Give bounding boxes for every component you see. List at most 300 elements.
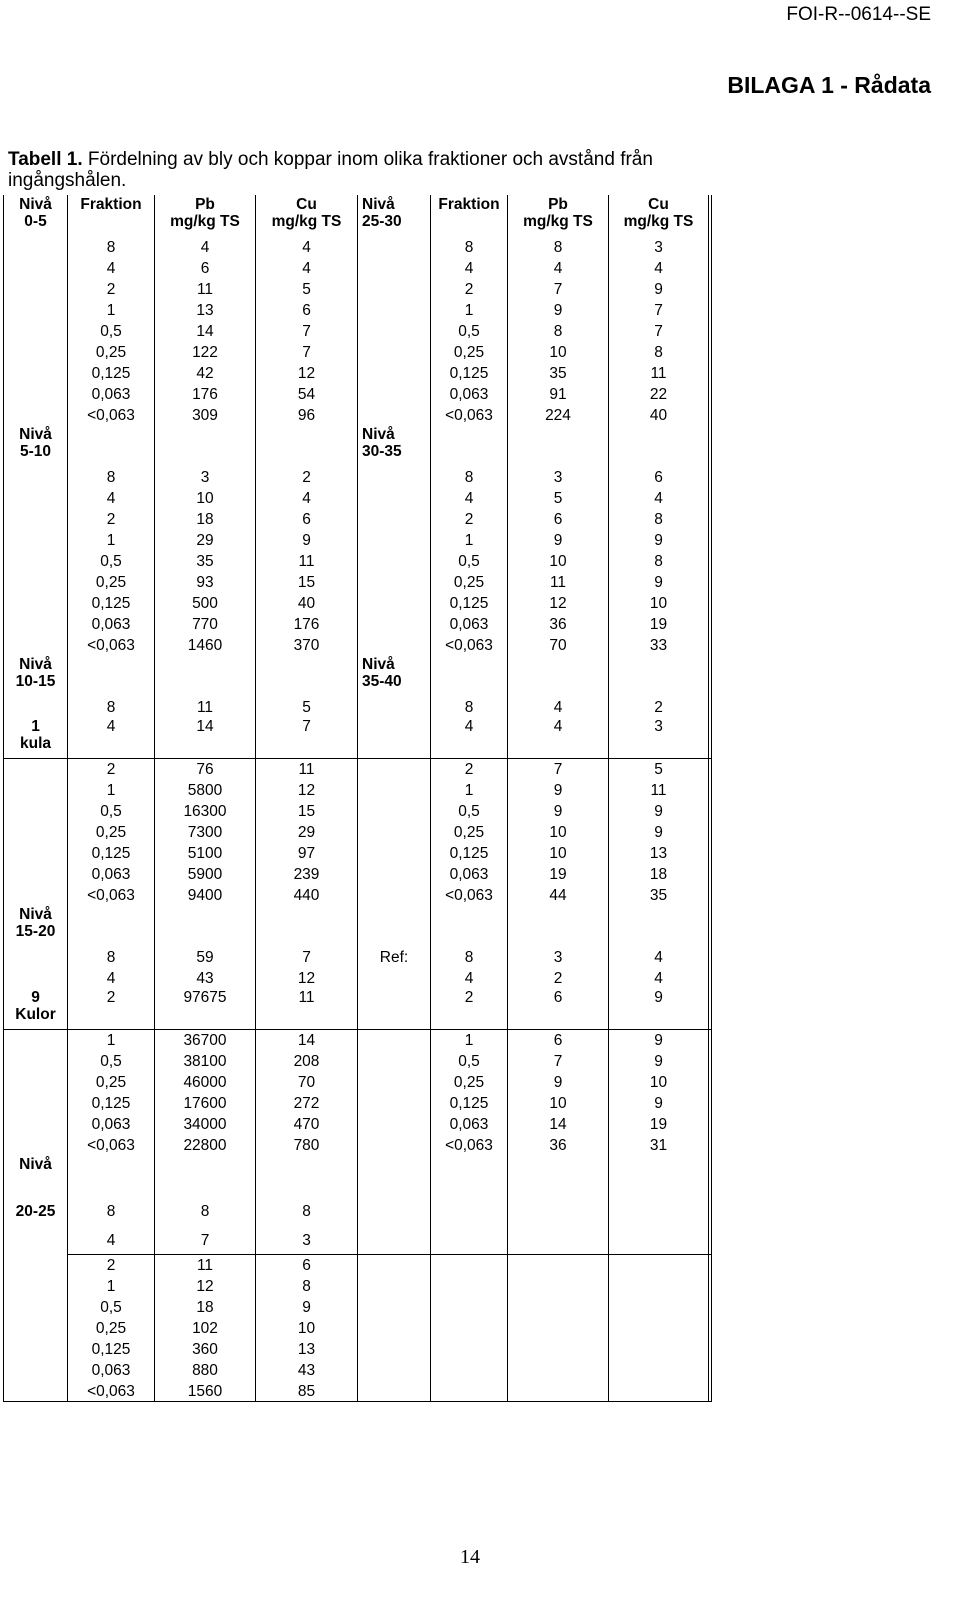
line: Pb — [548, 196, 568, 213]
niva-cell-right — [358, 467, 431, 488]
edge — [709, 864, 712, 885]
cu-cell: 5 — [256, 697, 358, 718]
section-header-row — [4, 1156, 712, 1197]
cu-cell-right: 3 — [609, 718, 709, 759]
fraktion-cell: 1 — [68, 780, 155, 801]
cu-cell-right: 10 — [609, 593, 709, 614]
cu-cell: 4 — [256, 237, 358, 258]
pb-cell: 9400 — [155, 885, 256, 906]
empty-cell — [609, 656, 709, 697]
empty-cell — [431, 1197, 508, 1226]
fraktion-cell-right: 2 — [431, 509, 508, 530]
cu-cell: 470 — [256, 1114, 358, 1135]
empty-cell — [431, 1156, 508, 1197]
cu-cell: 13 — [256, 1339, 358, 1360]
cu-cell-right: 9 — [609, 279, 709, 300]
niva-cell — [4, 635, 68, 656]
cu-cell-right: 7 — [609, 300, 709, 321]
niva-label — [4, 426, 68, 467]
edge — [709, 780, 712, 801]
fraktion-cell-right: 2 — [431, 989, 508, 1030]
document-id: FOI-R--0614--SE — [786, 4, 931, 25]
table-row — [4, 1276, 712, 1297]
fraktion-cell: <0,063 — [68, 635, 155, 656]
niva-cell-right — [358, 384, 431, 405]
table-row — [4, 843, 712, 864]
table-row — [4, 989, 712, 1030]
table-row — [4, 237, 712, 258]
pb-cell: 38100 — [155, 1051, 256, 1072]
raw-data-table — [3, 195, 712, 1402]
empty-cell — [609, 1339, 709, 1360]
table-row — [4, 258, 712, 279]
fraktion-cell: 1 — [68, 1276, 155, 1297]
cu-cell-right: 7 — [609, 321, 709, 342]
niva-cell — [4, 384, 68, 405]
line: 9 — [31, 989, 40, 1006]
cu-cell: 4 — [256, 488, 358, 509]
fraktion-cell: 2 — [68, 989, 155, 1030]
cu-cell-right: 9 — [609, 801, 709, 822]
niva-cell-right — [358, 1030, 431, 1051]
edge — [709, 1255, 712, 1276]
pb-cell-right: 7 — [508, 759, 609, 780]
edge — [709, 656, 712, 697]
niva-label — [4, 656, 68, 697]
edge — [709, 1030, 712, 1051]
empty-cell — [609, 1360, 709, 1381]
empty-cell — [609, 1226, 709, 1255]
cu-cell: 29 — [256, 822, 358, 843]
cu-cell-right: 9 — [609, 530, 709, 551]
line: Kulor — [15, 1006, 56, 1023]
pb-cell-right: 91 — [508, 384, 609, 405]
edge — [709, 530, 712, 551]
cu-cell: 6 — [256, 1255, 358, 1276]
pb-cell: 12 — [155, 1276, 256, 1297]
niva-cell-right — [358, 989, 431, 1030]
niva-cell-right — [358, 1339, 431, 1360]
pb-cell-right: 4 — [508, 718, 609, 759]
table-row — [4, 1051, 712, 1072]
empty-cell — [155, 656, 256, 697]
pb-cell: 5800 — [155, 780, 256, 801]
empty-cell — [609, 1156, 709, 1197]
pb-cell-right: 10 — [508, 843, 609, 864]
pb-cell-right: 8 — [508, 321, 609, 342]
empty-cell — [609, 1255, 709, 1276]
table-row — [4, 968, 712, 989]
niva-cell — [4, 614, 68, 635]
fraktion-cell-right: 0,063 — [431, 384, 508, 405]
empty-cell — [358, 1156, 431, 1197]
niva-cell-right — [358, 363, 431, 384]
edge — [709, 196, 712, 237]
fraktion-cell: 0,5 — [68, 321, 155, 342]
empty-cell — [256, 426, 358, 467]
pb-cell: 18 — [155, 509, 256, 530]
edge — [709, 405, 712, 426]
table-row — [4, 1114, 712, 1135]
fraktion-cell-right: 0,5 — [431, 801, 508, 822]
empty-cell — [609, 1197, 709, 1226]
niva-cell — [4, 1093, 68, 1114]
fraktion-cell-right: 0,5 — [431, 321, 508, 342]
pb-cell-right: 10 — [508, 342, 609, 363]
niva-cell — [4, 1030, 68, 1051]
fraktion-cell: 1 — [68, 300, 155, 321]
cu-cell-right: 9 — [609, 822, 709, 843]
pb-cell: 500 — [155, 593, 256, 614]
edge — [709, 989, 712, 1030]
empty-cell — [68, 1156, 155, 1197]
fraktion-cell-right: 0,125 — [431, 593, 508, 614]
niva-cell — [4, 1135, 68, 1156]
fraktion-cell: 0,125 — [68, 593, 155, 614]
empty-cell — [431, 1360, 508, 1381]
fraktion-cell: 8 — [68, 1197, 155, 1226]
fraktion-cell: 1 — [68, 530, 155, 551]
fraktion-cell-right: 4 — [431, 968, 508, 989]
cu-cell: 11 — [256, 989, 358, 1030]
empty-cell — [68, 906, 155, 947]
niva-cell-right — [358, 1381, 431, 1402]
empty-cell — [155, 906, 256, 947]
fraktion-cell: 4 — [68, 718, 155, 759]
pb-cell-right: 44 — [508, 885, 609, 906]
niva-cell-right — [358, 321, 431, 342]
fraktion-cell-right: 0,25 — [431, 822, 508, 843]
pb-cell-right: 2 — [508, 968, 609, 989]
fraktion-cell: 1 — [68, 1030, 155, 1051]
fraktion-cell: 0,5 — [68, 1297, 155, 1318]
niva-cell-right — [358, 488, 431, 509]
fraktion-cell-right: 4 — [431, 488, 508, 509]
niva-cell-right — [358, 801, 431, 822]
edge — [709, 363, 712, 384]
empty-cell — [508, 1197, 609, 1226]
cu-cell: 780 — [256, 1135, 358, 1156]
fraktion-cell: 0,5 — [68, 551, 155, 572]
cu-cell-right: 19 — [609, 1114, 709, 1135]
fraktion-cell: 0,25 — [68, 572, 155, 593]
table-row — [4, 947, 712, 968]
empty-cell — [508, 906, 609, 947]
empty-cell — [155, 1156, 256, 1197]
pb-cell-right: 70 — [508, 635, 609, 656]
niva-cell-right — [358, 697, 431, 718]
edge — [709, 1339, 712, 1360]
fraktion-cell: 8 — [68, 697, 155, 718]
pb-cell: 122 — [155, 342, 256, 363]
pb-cell-right: 6 — [508, 989, 609, 1030]
fraktion-cell: 4 — [68, 1226, 155, 1255]
pb-cell-right: 36 — [508, 614, 609, 635]
table-row — [4, 384, 712, 405]
niva-cell-right — [358, 300, 431, 321]
empty-cell — [256, 656, 358, 697]
line: 35-40 — [362, 673, 402, 690]
pb-cell: 46000 — [155, 1072, 256, 1093]
cu-cell: 4 — [256, 258, 358, 279]
edge — [709, 968, 712, 989]
niva-cell — [4, 801, 68, 822]
niva-cell — [4, 467, 68, 488]
table-row — [4, 1339, 712, 1360]
niva-cell-right — [358, 1135, 431, 1156]
appendix-title: BILAGA 1 - Rådata — [727, 72, 931, 98]
edge — [709, 488, 712, 509]
cu-header-right — [609, 196, 709, 237]
empty-cell — [431, 1318, 508, 1339]
cu-cell-right: 9 — [609, 1051, 709, 1072]
line: 0-5 — [24, 213, 47, 230]
line: Nivå — [19, 196, 52, 213]
edge — [709, 718, 712, 759]
cu-cell: 5 — [256, 279, 358, 300]
cu-cell-right: 3 — [609, 237, 709, 258]
edge — [709, 1114, 712, 1135]
cu-cell: 11 — [256, 551, 358, 572]
line: mg/kg TS — [170, 213, 240, 230]
cu-cell-right: 2 — [609, 697, 709, 718]
empty-cell — [508, 426, 609, 467]
niva-cell — [4, 947, 68, 968]
line: Nivå — [19, 426, 52, 443]
table-row — [4, 635, 712, 656]
edge — [709, 300, 712, 321]
pb-cell-right: 7 — [508, 279, 609, 300]
line: Nivå — [362, 196, 395, 213]
niva-cell-right — [358, 551, 431, 572]
table-row — [4, 321, 712, 342]
edge — [709, 593, 712, 614]
table-row — [4, 614, 712, 635]
edge — [709, 1381, 712, 1402]
pb-cell-right: 4 — [508, 697, 609, 718]
niva-header — [4, 196, 68, 237]
niva-cell-right — [358, 614, 431, 635]
pb-cell-right: 3 — [508, 947, 609, 968]
fraktion-header: Fraktion — [68, 196, 155, 237]
table-body — [4, 196, 712, 1402]
pb-cell: 97675 — [155, 989, 256, 1030]
empty-cell — [431, 1276, 508, 1297]
edge — [709, 697, 712, 718]
empty-cell — [508, 1339, 609, 1360]
table-row — [4, 279, 712, 300]
empty-cell — [609, 426, 709, 467]
niva-cell — [4, 989, 68, 1030]
empty-cell — [431, 1226, 508, 1255]
niva-cell-right — [358, 947, 431, 968]
empty-cell — [508, 1381, 609, 1402]
fraktion-cell: 4 — [68, 488, 155, 509]
table-row — [4, 1093, 712, 1114]
pb-cell: 1560 — [155, 1381, 256, 1402]
fraktion-cell-right: 0,063 — [431, 864, 508, 885]
fraktion-cell: 2 — [68, 759, 155, 780]
pb-cell: 11 — [155, 1255, 256, 1276]
fraktion-cell-right: 4 — [431, 258, 508, 279]
cu-cell: 7 — [256, 342, 358, 363]
pb-cell: 6 — [155, 258, 256, 279]
cu-header — [256, 196, 358, 237]
fraktion-cell: 0,063 — [68, 384, 155, 405]
niva-cell-right — [358, 258, 431, 279]
pb-cell: 309 — [155, 405, 256, 426]
niva-cell-right — [358, 572, 431, 593]
fraktion-cell: <0,063 — [68, 885, 155, 906]
line: 20-25 — [15, 1202, 56, 1220]
pb-cell: 10 — [155, 488, 256, 509]
pb-cell: 22800 — [155, 1135, 256, 1156]
table-row — [4, 1318, 712, 1339]
cu-cell-right: 8 — [609, 342, 709, 363]
niva-cell-right — [358, 279, 431, 300]
niva-cell-right — [358, 1093, 431, 1114]
edge — [709, 384, 712, 405]
niva-label-right — [358, 656, 431, 697]
table-row — [4, 1135, 712, 1156]
niva-cell-right — [358, 864, 431, 885]
fraktion-cell-right: 0,25 — [431, 1072, 508, 1093]
pb-cell-right: 9 — [508, 1072, 609, 1093]
table-row — [4, 342, 712, 363]
table-row — [4, 1360, 712, 1381]
empty-cell — [431, 426, 508, 467]
edge — [709, 1197, 712, 1226]
pb-cell-right: 36 — [508, 1135, 609, 1156]
cu-cell: 85 — [256, 1381, 358, 1402]
empty-cell — [508, 1360, 609, 1381]
pb-cell-right: 6 — [508, 1030, 609, 1051]
empty-cell — [508, 1318, 609, 1339]
cu-cell-right: 4 — [609, 488, 709, 509]
line: 5-10 — [19, 443, 52, 460]
niva-cell-right — [358, 822, 431, 843]
edge — [709, 635, 712, 656]
pb-cell: 14 — [155, 718, 256, 759]
pb-cell-right: 12 — [508, 593, 609, 614]
niva-cell — [4, 405, 68, 426]
edge — [709, 237, 712, 258]
niva-cell — [4, 488, 68, 509]
niva-cell — [4, 1360, 68, 1381]
fraktion-cell-right: 0,5 — [431, 1051, 508, 1072]
pb-cell: 5900 — [155, 864, 256, 885]
niva-cell — [4, 1226, 68, 1255]
pb-cell: 43 — [155, 968, 256, 989]
caption-text: Fördelning av bly och koppar inom olika fraktioner och avstånd från ingångshålen. — [8, 149, 653, 191]
fraktion-cell-right: <0,063 — [431, 885, 508, 906]
fraktion-cell-right: 2 — [431, 759, 508, 780]
empty-cell — [431, 906, 508, 947]
fraktion-cell-right: 0,125 — [431, 843, 508, 864]
table-row — [4, 1297, 712, 1318]
table-row — [4, 864, 712, 885]
line: kula — [19, 735, 51, 752]
cu-cell-right: 9 — [609, 989, 709, 1030]
cu-cell-right: 13 — [609, 843, 709, 864]
fraktion-cell-right: 1 — [431, 780, 508, 801]
fraktion-cell: <0,063 — [68, 405, 155, 426]
cu-cell-right: 10 — [609, 1072, 709, 1093]
pb-cell-right: 3 — [508, 467, 609, 488]
edge — [709, 279, 712, 300]
ref-label: Ref: — [379, 948, 409, 966]
pb-cell: 42 — [155, 363, 256, 384]
niva-cell — [4, 593, 68, 614]
line: mg/kg TS — [523, 213, 593, 230]
niva-label — [4, 906, 68, 947]
niva-cell-right — [358, 968, 431, 989]
line: 10-15 — [15, 673, 56, 690]
cu-cell-right: 18 — [609, 864, 709, 885]
niva-cell — [4, 363, 68, 384]
table-row — [4, 363, 712, 384]
fraktion-cell-right: 0,5 — [431, 551, 508, 572]
section-header-row — [4, 906, 712, 947]
table-row — [4, 697, 712, 718]
fraktion-cell-right: <0,063 — [431, 635, 508, 656]
cu-cell: 272 — [256, 1093, 358, 1114]
pb-header — [155, 196, 256, 237]
cu-cell-right: 8 — [609, 509, 709, 530]
fraktion-cell-right: 8 — [431, 697, 508, 718]
edge — [709, 1156, 712, 1197]
pb-cell: 14 — [155, 321, 256, 342]
edge — [709, 1051, 712, 1072]
cu-cell: 440 — [256, 885, 358, 906]
empty-cell — [256, 906, 358, 947]
cu-cell: 9 — [256, 1297, 358, 1318]
pb-cell: 29 — [155, 530, 256, 551]
cu-cell: 15 — [256, 801, 358, 822]
niva-cell — [4, 551, 68, 572]
niva-label-right — [358, 426, 431, 467]
pb-cell: 35 — [155, 551, 256, 572]
fraktion-cell: 2 — [68, 1255, 155, 1276]
pb-cell: 8 — [155, 1197, 256, 1226]
empty-cell — [609, 1318, 709, 1339]
edge — [709, 1093, 712, 1114]
table-row — [4, 467, 712, 488]
pb-cell: 18 — [155, 1297, 256, 1318]
cu-cell: 54 — [256, 384, 358, 405]
cu-cell-right: 8 — [609, 551, 709, 572]
cu-cell-right: 33 — [609, 635, 709, 656]
edge — [709, 1226, 712, 1255]
cu-cell-right: 31 — [609, 1135, 709, 1156]
empty-cell — [508, 1226, 609, 1255]
table-row — [4, 572, 712, 593]
niva-cell-right — [358, 237, 431, 258]
niva-cell — [4, 1381, 68, 1402]
niva-cell — [4, 1297, 68, 1318]
fraktion-cell-right: 8 — [431, 237, 508, 258]
table-row — [4, 1197, 712, 1226]
pb-cell-right: 14 — [508, 1114, 609, 1135]
fraktion-cell-right: 2 — [431, 279, 508, 300]
edge — [709, 551, 712, 572]
cu-cell: 2 — [256, 467, 358, 488]
fraktion-cell: 0,063 — [68, 1114, 155, 1135]
edge — [709, 759, 712, 780]
empty-cell — [431, 1339, 508, 1360]
line: Nivå — [362, 656, 395, 673]
line: Nivå — [362, 426, 395, 443]
